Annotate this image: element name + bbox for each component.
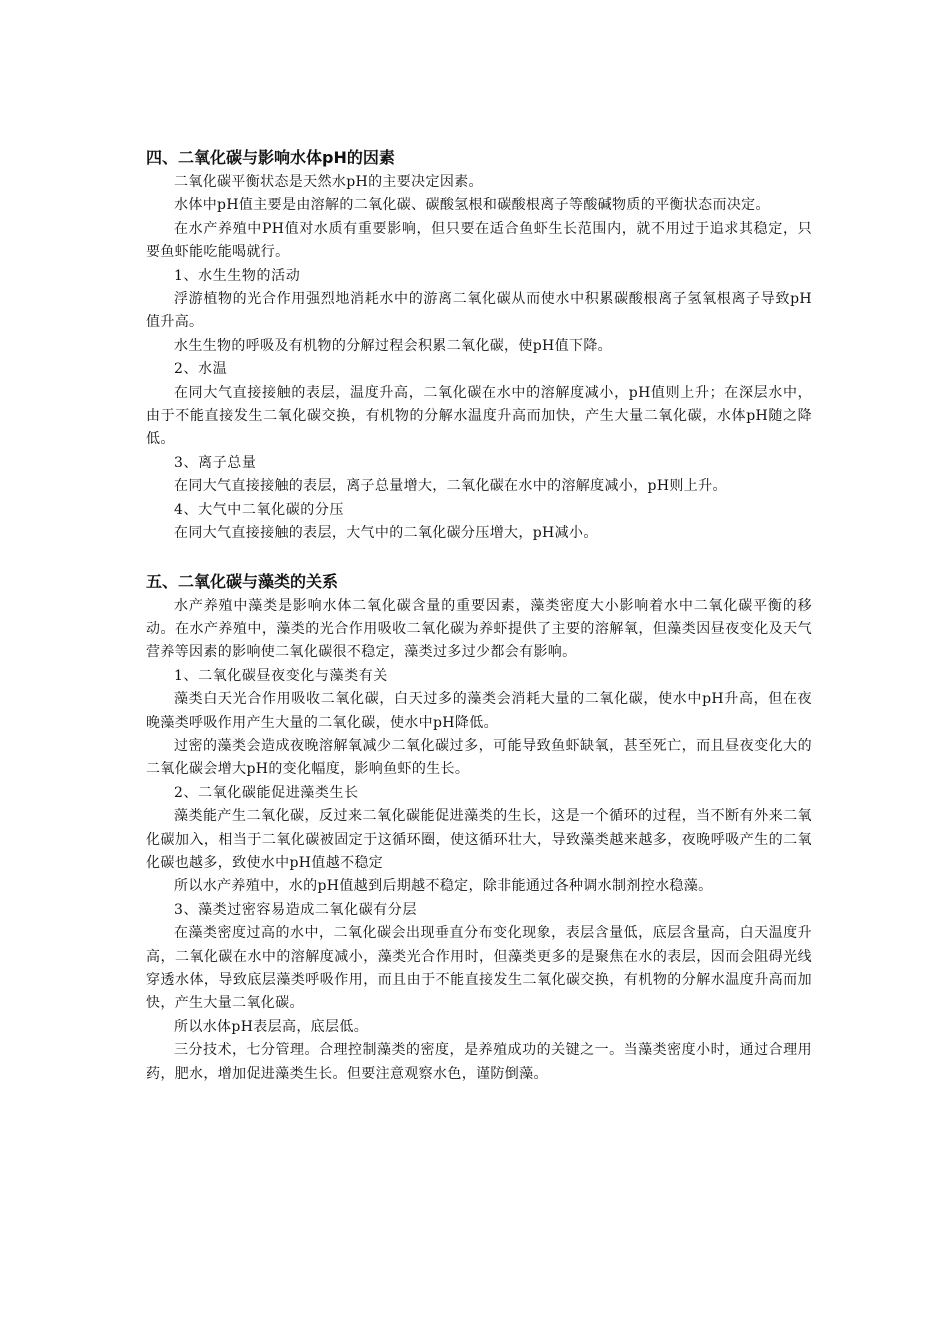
section-5-paragraph: 水产养殖中藻类是影响水体二氧化碳含量的重要因素，藻类密度大小影响着水中二氧化碳平衡的移动。在水产养殖中，藻类的光合作用吸收二氧化碳为养虾提供了主要的溶解氧，但藻类因昼夜变化及天气营养等因素的影响使二氧化碳很不稳定，藻类过多过少都会有影响。	[146, 597, 812, 661]
section-4-paragraph: 水体中pH值主要是由溶解的二氧化碳、碳酸氢根和碳酸根离子等酸碱物质的平衡状态而决定。	[174, 197, 770, 214]
section-4-paragraph: 在同大气直接接触的表层，大气中的二氧化碳分压增大，pH减小。	[174, 525, 598, 542]
section-5-paragraph: 所以水产养殖中，水的pH值越到后期越不稳定，除非能通过各种调水制剂控水稳藻。	[174, 878, 713, 895]
section-4-subheading: 4、大气中二氧化碳的分压	[174, 501, 345, 518]
section-4-paragraph: 二氧化碳平衡状态是天然水pH的主要决定因素。	[174, 174, 483, 190]
section-5-paragraph: 三分技术，七分管理。合理控制藻类的密度，是养殖成功的关键之一。当藻类密度小时，通过合理用药，肥水，增加促进藻类生长。但要注意观察水色，谨防倒藻。	[146, 1042, 812, 1082]
section-4-paragraph: 在同大气直接接触的表层，离子总量增大，二氧化碳在水中的溶解度减小，pH则上升。	[174, 478, 727, 495]
section-5-paragraph: 藻类能产生二氧化碳，反过来二氧化碳能促进藻类的生长，这是一个循环的过程，当不断有外来二氧化碳加入，相当于二氧化碳被固定于这循环圈，使这循环壮大，导致藻类越来越多，夜晚呼吸产生的二氧化碳也越多，致使水中pH值越不稳定	[146, 808, 812, 871]
section-5-paragraph: 在藻类密度过高的水中，二氧化碳会出现垂直分布变化现象，表层含量低，底层含量高，白天温度升高，二氧化碳在水中的溶解度减小，藻类光合作用时，但藻类更多的是聚焦在水的表层，因而会阻碍光线穿透水体，导致底层藻类呼吸作用，而且由于不能直接发生二氧化碳交换，有机物的分解水温度升高而加快，产生大量二氧化碳。	[146, 925, 812, 1012]
section-5-subheading: 3、藻类过密容易造成二氧化碳有分层	[174, 901, 418, 918]
section-5-paragraph: 藻类白天光合作用吸收二氧化碳，白天过多的藻类会消耗大量的二氧化碳，使水中pH升高，但在夜晚藻类呼吸作用产生大量的二氧化碳，使水中pH降低。	[146, 691, 812, 731]
section-4-subheading: 1、水生生物的活动	[174, 267, 301, 284]
section-4-paragraph: 浮游植物的光合作用强烈地消耗水中的游离二氧化碳从而使水中积累碳酸根离子氢氧根离子导致pH值升高。	[146, 291, 812, 331]
section-4-subheading: 2、水温	[174, 361, 228, 378]
section-5-heading: 五、二氧化碳与藻类的关系	[146, 571, 339, 591]
section-5-paragraph: 所以水体pH表层高，底层低。	[174, 1018, 369, 1035]
section-4-subheading: 3、离子总量	[174, 454, 257, 471]
section-5-paragraph: 过密的藻类会造成夜晚溶解氧减少二氧化碳过多，可能导致鱼虾缺氧，甚至死亡，而且昼夜变化大的二氧化碳会增大pH的变化幅度，影响鱼虾的生长。	[146, 737, 812, 778]
section-5-subheading: 1、二氧化碳昼夜变化与藻类有关	[174, 667, 388, 684]
section-4-paragraph: 在水产养殖中PH值对水质有重要影响，但只要在适合鱼虾生长范围内，就不用过于追求其稳定，只要鱼虾能吃能喝就行。	[146, 220, 812, 261]
section-4-paragraph: 水生生物的呼吸及有机物的分解过程会积累二氧化碳，使pH值下降。	[174, 337, 613, 354]
section-5-subheading: 2、二氧化碳能促进藻类生长	[174, 784, 359, 801]
section-4-heading: 四、二氧化碳与影响水体pH的因素	[146, 148, 395, 167]
section-4-paragraph: 在同大气直接接触的表层，温度升高，二氧化碳在水中的溶解度减小，pH值则上升；在深层水中，由于不能直接发生二氧化碳交换，有机物的分解水温度升高而加快，产生大量二氧化碳，水体pH随之降低。	[146, 384, 812, 448]
document-body	[146, 145, 812, 1086]
